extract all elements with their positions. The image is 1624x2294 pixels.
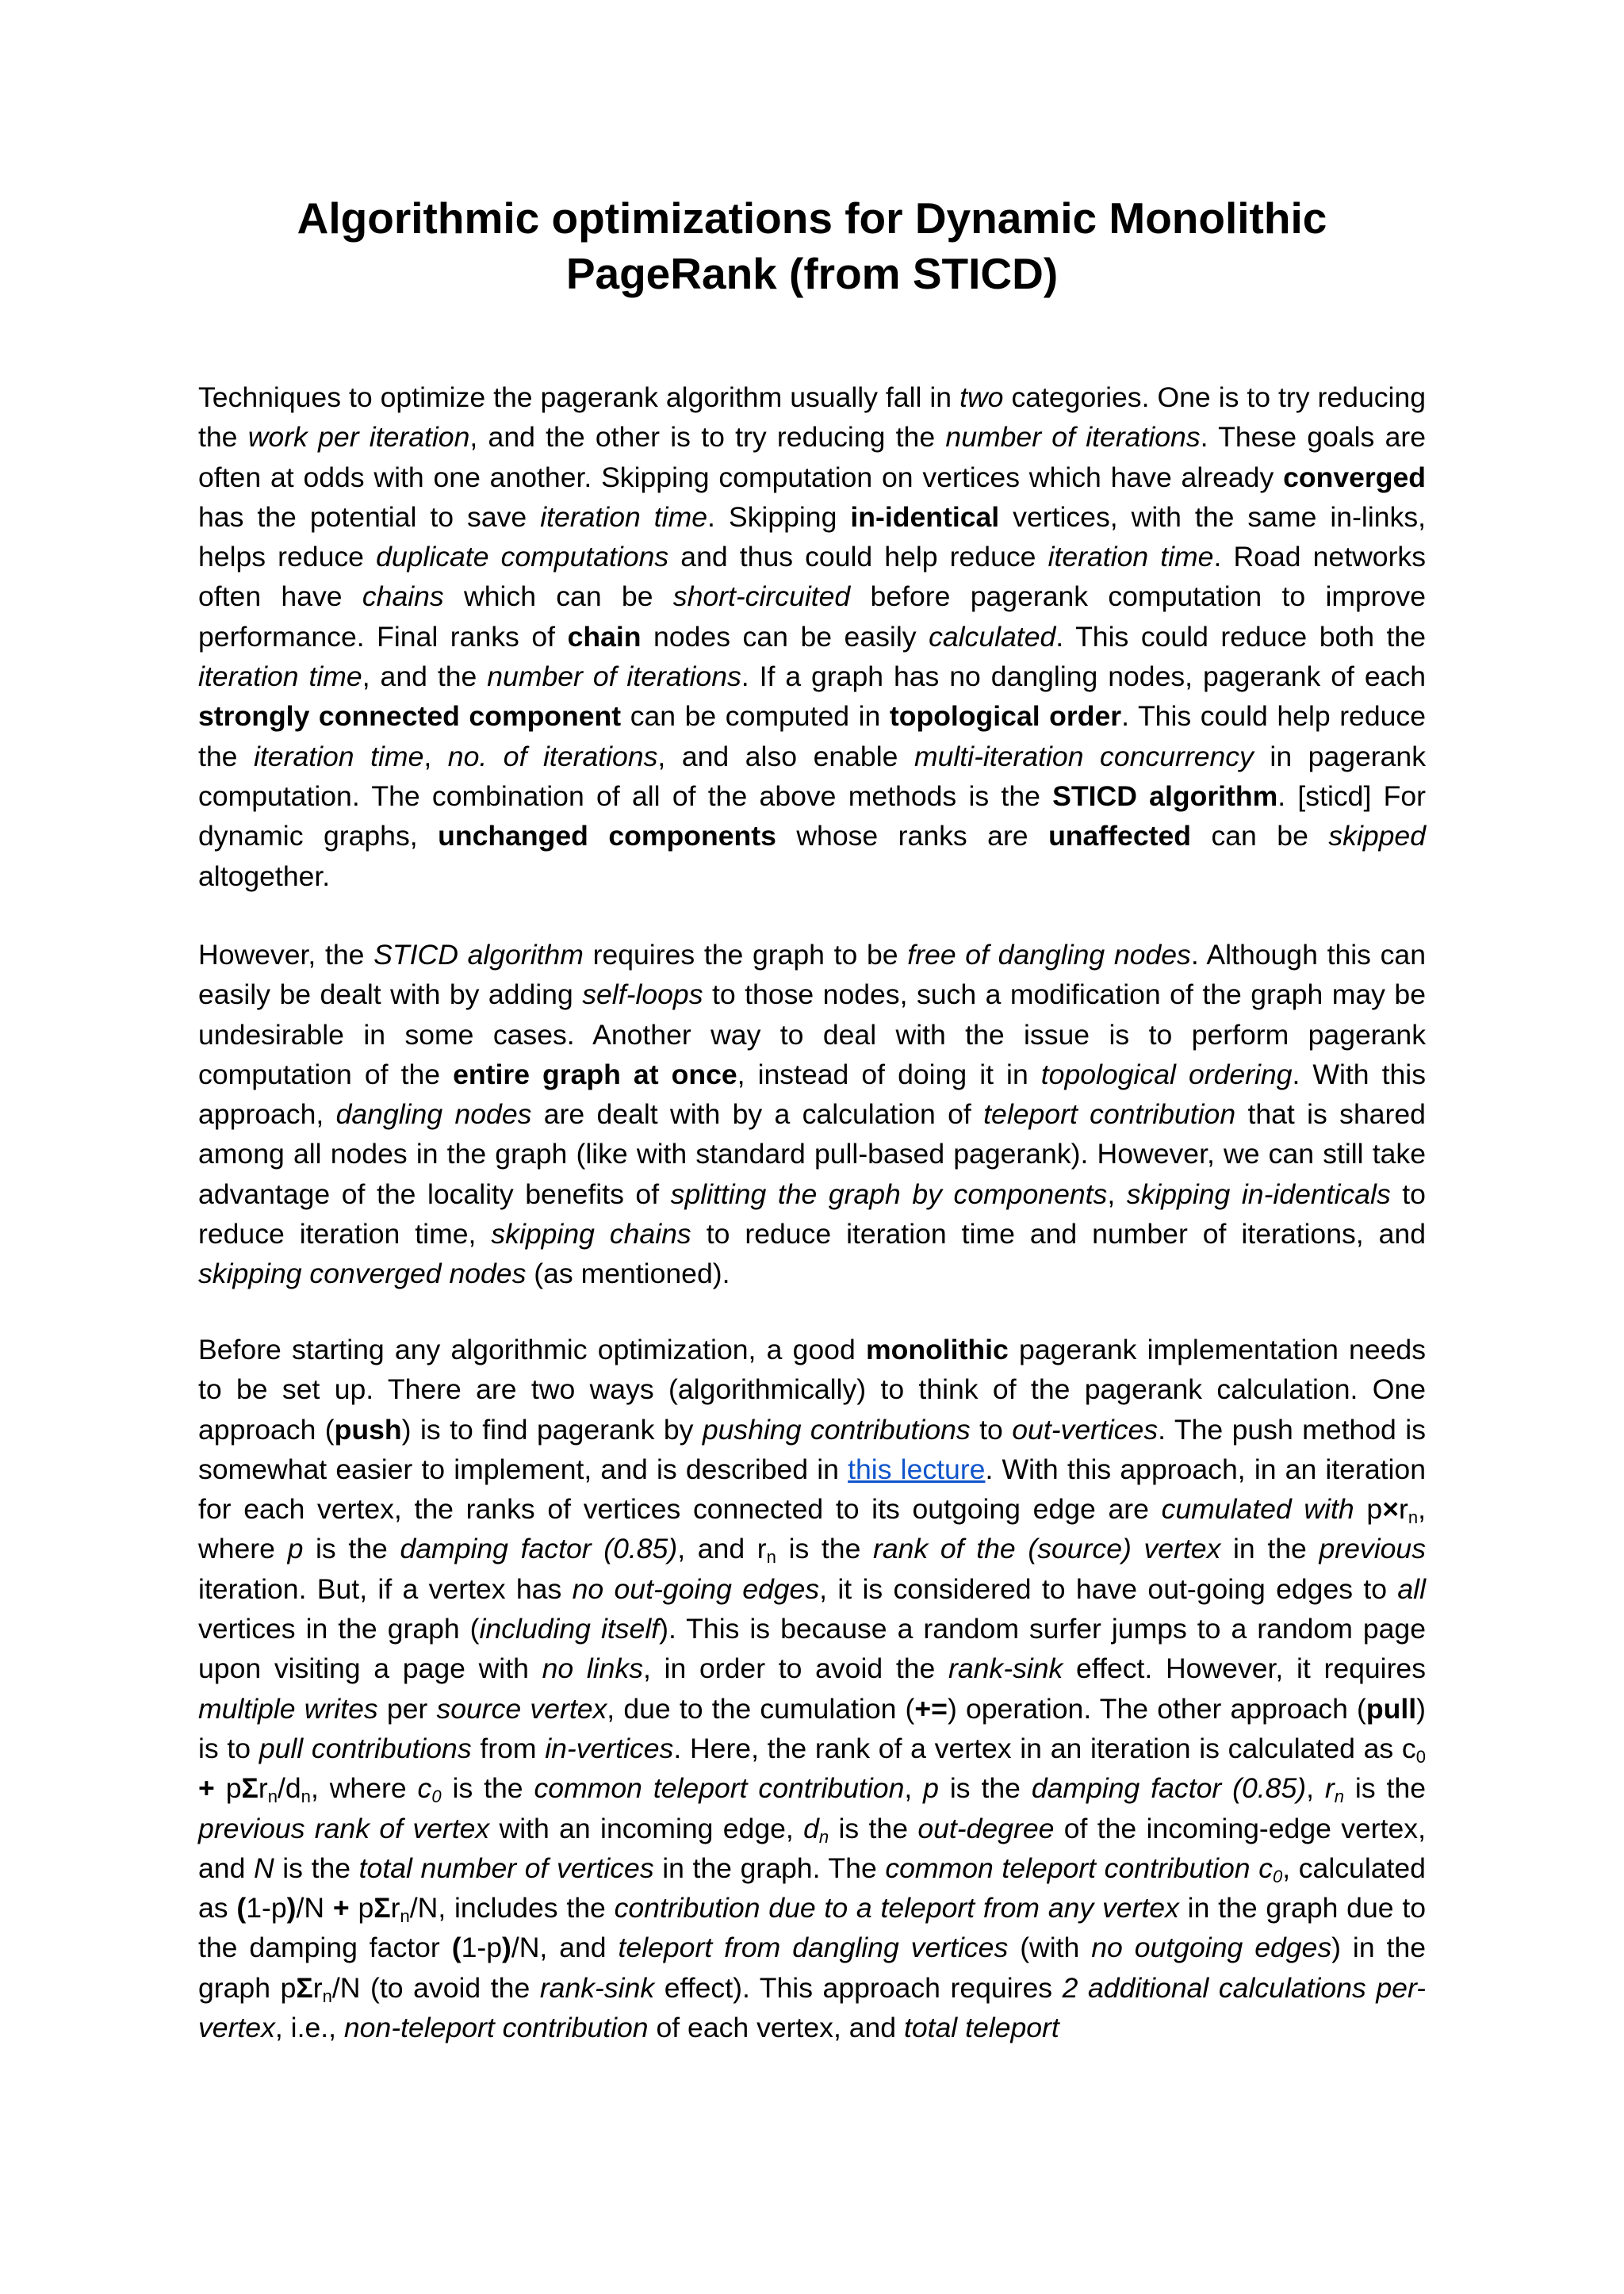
text-run: cumulated with bbox=[1161, 1493, 1354, 1526]
text-run: free of dangling nodes bbox=[907, 939, 1191, 971]
text-run: , and the bbox=[362, 661, 488, 693]
text-run: ) in the graph p bbox=[198, 1932, 1434, 2004]
text-run: to bbox=[970, 1413, 1013, 1446]
text-run: effect). This approach requires bbox=[654, 1971, 1063, 2004]
text-run: ) operation. The other approach ( bbox=[947, 1692, 1366, 1725]
text-run: rank-sink bbox=[948, 1653, 1063, 1685]
text-run: , bbox=[904, 1772, 924, 1805]
text-run: n bbox=[818, 1826, 829, 1847]
text-run: , and the other is to try reducing the bbox=[469, 421, 946, 454]
text-run bbox=[1426, 1733, 1434, 1764]
text-run: r bbox=[312, 1971, 323, 2004]
text-run: which can be bbox=[443, 580, 673, 613]
text-run: damping factor (0.85) bbox=[400, 1533, 678, 1565]
text-run: no links bbox=[542, 1653, 644, 1685]
title-line-2: PageRank (from STICD) bbox=[565, 249, 1059, 298]
text-run: and thus could help reduce bbox=[668, 541, 1048, 573]
text-run: of each vertex, and bbox=[648, 2012, 904, 2044]
text-run: × bbox=[1382, 1493, 1399, 1526]
text-run: + bbox=[332, 1892, 350, 1924]
text-run: short-circuited bbox=[672, 580, 851, 613]
text-run: , and also enable bbox=[657, 740, 914, 772]
text-run: splitting the graph by components bbox=[670, 1178, 1108, 1210]
text-run: rank of the (source) vertex bbox=[873, 1533, 1221, 1565]
text-run: , bbox=[1306, 1772, 1325, 1805]
text-run: common teleport contribution c bbox=[885, 1852, 1273, 1884]
text-run: chain bbox=[567, 620, 642, 653]
text-run: n bbox=[1334, 1787, 1345, 1807]
text-run: with an incoming edge, bbox=[489, 1812, 804, 1844]
text-run: multiple writes bbox=[198, 1692, 378, 1725]
text-run: c bbox=[417, 1772, 432, 1805]
text-run: to reduce iteration time, bbox=[198, 1178, 1434, 1250]
text-run: is the bbox=[274, 1852, 359, 1884]
text-run: += bbox=[914, 1692, 948, 1725]
text-run: contribution due to a teleport from any vertex bbox=[614, 1892, 1179, 1924]
text-run: n bbox=[766, 1547, 776, 1568]
text-run: categories. One is to try reducing the bbox=[198, 381, 1434, 454]
text-run: no. of iterations bbox=[447, 740, 658, 772]
text-run: to reduce iteration time and number of iterations, and bbox=[691, 1218, 1434, 1250]
text-run: ( bbox=[451, 1932, 462, 1964]
lecture-link[interactable]: this lecture bbox=[848, 1453, 986, 1485]
text-run: . Here, the rank of a vertex in an iteration is calculated as c bbox=[673, 1732, 1416, 1764]
text-run: in-identical bbox=[850, 500, 1000, 533]
text-run: two bbox=[959, 381, 1004, 413]
page-title bbox=[198, 190, 1426, 301]
text-run: iteration. But, if a vertex has bbox=[198, 1533, 1434, 1605]
text-run: non-teleport contribution bbox=[343, 2012, 649, 2044]
text-run: that is shared among all nodes in the graph (like with standard pull-based pagerank). However, we can still take advantage of the locality benefits of bbox=[198, 1098, 1434, 1210]
text-run: /N bbox=[296, 1892, 333, 1924]
text-run: (with bbox=[1008, 1932, 1092, 1964]
text-run: out-vertices bbox=[1012, 1413, 1159, 1446]
text-run: , i.e., bbox=[274, 2012, 344, 2044]
text-run: , where bbox=[310, 1772, 418, 1805]
text-run: /d bbox=[277, 1772, 301, 1805]
text-run: calculated bbox=[929, 620, 1056, 653]
text-run: in the graph. The bbox=[653, 1852, 886, 1884]
text-run: . This could help reduce the bbox=[198, 700, 1434, 772]
text-run: 0 bbox=[1272, 1867, 1283, 1887]
text-run: n bbox=[267, 1787, 278, 1807]
text-run: , it is considered to have out-going edges to bbox=[819, 1572, 1398, 1605]
text-run: iteration time bbox=[1048, 541, 1214, 573]
text-run: nodes can be easily bbox=[641, 620, 929, 653]
text-run: before pagerank computation to improve performance. Final ranks of bbox=[198, 580, 1434, 653]
text-run: total teleport bbox=[903, 2012, 1059, 2044]
text-run: , and r bbox=[677, 1533, 767, 1565]
text-run: unaffected bbox=[1048, 820, 1191, 852]
text-run: r bbox=[1324, 1772, 1335, 1805]
text-run: to those nodes, such a modification of the graph may be undesirable in some cases. Another way to deal with the issue is to perform pagerank computation of the bbox=[198, 978, 1434, 1090]
text-run: . [sticd] For dynamic graphs, bbox=[198, 779, 1434, 852]
text-run: effect. However, it requires bbox=[1063, 1653, 1434, 1685]
text-run: . Although this can easily be dealt with by adding bbox=[198, 939, 1434, 1011]
text-run: is the bbox=[441, 1772, 534, 1805]
text-run: iteration time bbox=[254, 740, 424, 772]
text-run: in pagerank computation. The combination of all of the above methods is the bbox=[198, 740, 1434, 812]
text-run: /N (to avoid the bbox=[331, 1971, 540, 2004]
text-run: skipping converged nodes bbox=[198, 1258, 527, 1290]
text-run: However, the bbox=[198, 939, 374, 971]
text-run: 0 bbox=[1415, 1747, 1426, 1767]
text-run: is the bbox=[829, 1812, 918, 1844]
text-run: 0 bbox=[431, 1787, 442, 1807]
text-run: source vertex bbox=[436, 1692, 607, 1725]
text-run: self-loops bbox=[582, 978, 703, 1011]
text-run: n bbox=[322, 1986, 332, 2006]
text-run: altogether. bbox=[198, 820, 1434, 892]
text-run: no out-going edges bbox=[572, 1572, 820, 1605]
text-run: from bbox=[471, 1732, 546, 1764]
text-run: no outgoing edges bbox=[1091, 1932, 1332, 1964]
text-run: ) bbox=[501, 1932, 511, 1964]
text-run: Σ bbox=[241, 1772, 259, 1805]
text-run: /N, and bbox=[511, 1932, 619, 1964]
text-run: , calculated as bbox=[198, 1852, 1434, 1924]
text-run: 1-p bbox=[461, 1932, 502, 1964]
text-run: STICD algorithm bbox=[1052, 779, 1278, 812]
text-run: iteration time bbox=[540, 500, 707, 533]
text-run: is the bbox=[776, 1533, 874, 1565]
text-run: pushing contributions bbox=[702, 1413, 971, 1446]
text-run: (as mentioned). bbox=[526, 1258, 730, 1290]
text-run: . These goals are often at odds with one another. Skipping computation on vertices which have already bbox=[198, 421, 1434, 493]
text-run: are dealt with by a calculation of bbox=[531, 1098, 984, 1131]
text-run: vertices, with the same in-links, helps reduce bbox=[198, 500, 1434, 573]
text-run: all bbox=[1397, 1572, 1426, 1605]
title-line-1: Algorithmic optimizations for Dynamic Monolithic bbox=[297, 193, 1327, 243]
text-run: . The push method is somewhat easier to implement, and is described in bbox=[198, 1413, 1434, 1485]
text-run: is the bbox=[1344, 1772, 1434, 1805]
text-run: p bbox=[923, 1772, 939, 1805]
text-run: previous bbox=[1319, 1533, 1426, 1565]
text-run: work per iteration bbox=[247, 421, 470, 454]
text-run: STICD algorithm bbox=[373, 939, 584, 971]
text-run: including itself bbox=[479, 1613, 660, 1645]
text-run: . With this approach, in an iteration for each vertex, the ranks of vertices connected to its outgoing edge are bbox=[198, 1453, 1434, 1526]
text-run: p bbox=[1354, 1493, 1383, 1526]
text-run: in-vertices bbox=[545, 1732, 674, 1764]
text-run: entire graph at once bbox=[453, 1058, 737, 1090]
text-run: topological ordering bbox=[1040, 1058, 1293, 1090]
text-run: skipping in-identicals bbox=[1126, 1178, 1391, 1210]
text-run: . With this approach, bbox=[198, 1058, 1434, 1131]
text-run: vertices in the graph ( bbox=[198, 1572, 1434, 1645]
text-run: has the potential to save bbox=[198, 461, 1434, 533]
text-run: , instead of doing it in bbox=[737, 1058, 1041, 1090]
text-run: Techniques to optimize the pagerank algorithm usually fall in bbox=[198, 381, 960, 413]
text-run: /N, includes the bbox=[409, 1892, 615, 1924]
text-run: of the incoming-edge vertex, and bbox=[198, 1812, 1434, 1884]
text-run: , bbox=[423, 740, 448, 772]
text-run: 2 additional calculations per-vertex bbox=[198, 1971, 1426, 2044]
text-run: Σ bbox=[296, 1971, 313, 2004]
text-run: . This could reduce both the bbox=[1055, 620, 1434, 653]
text-run: d bbox=[803, 1812, 819, 1844]
paragraph-3 bbox=[198, 1330, 1434, 2047]
text-run: ). This is because a random surfer jumps to a random page upon visiting a page with bbox=[198, 1613, 1434, 1685]
text-run: is the bbox=[303, 1533, 400, 1565]
text-run: topological order bbox=[889, 700, 1122, 733]
text-run: , due to the cumulation ( bbox=[607, 1692, 915, 1725]
text-run: requires the graph to be bbox=[583, 939, 908, 971]
text-run: number of iterations bbox=[487, 661, 741, 693]
text-run: previous rank of vertex bbox=[198, 1812, 490, 1844]
text-run: N bbox=[253, 1852, 274, 1884]
text-run: r bbox=[390, 1892, 400, 1924]
text-run: n bbox=[1408, 1507, 1419, 1528]
paragraph-2 bbox=[198, 935, 1434, 1294]
text-run: can be bbox=[1190, 820, 1329, 852]
text-run: dangling nodes bbox=[335, 1098, 532, 1131]
text-run: per bbox=[377, 1692, 437, 1725]
text-run: + bbox=[198, 1772, 215, 1805]
text-run: Σ bbox=[373, 1892, 391, 1924]
text-run: . If a graph has no dangling nodes, pagerank of each bbox=[741, 661, 1434, 693]
text-run: monolithic bbox=[865, 1334, 1009, 1365]
text-run: duplicate computations bbox=[376, 541, 669, 573]
text-run: converged bbox=[1283, 461, 1426, 493]
text-run: out-degree bbox=[917, 1812, 1055, 1844]
text-run: unchanged components bbox=[438, 820, 776, 852]
text-run: multi-iteration concurrency bbox=[914, 740, 1254, 772]
text-run: p bbox=[349, 1892, 374, 1924]
text-run: p bbox=[287, 1533, 304, 1565]
text-run: whose ranks are bbox=[776, 820, 1049, 852]
text-run: , bbox=[1107, 1178, 1127, 1210]
text-run: damping factor (0.85) bbox=[1031, 1772, 1307, 1805]
text-run: p bbox=[214, 1772, 242, 1805]
text-run: common teleport contribution bbox=[534, 1772, 905, 1805]
text-run: ( bbox=[236, 1892, 247, 1924]
text-run: teleport from dangling vertices bbox=[618, 1932, 1009, 1964]
text-run: iteration time bbox=[198, 661, 362, 693]
text-run: ) bbox=[286, 1892, 297, 1924]
text-run: pull bbox=[1365, 1692, 1417, 1725]
text-run: . Road networks often have bbox=[198, 541, 1434, 613]
text-run: skipped bbox=[1328, 820, 1426, 852]
text-run: 1-p bbox=[246, 1892, 287, 1924]
text-run: can be computed in bbox=[621, 700, 890, 733]
text-run: strongly connected component bbox=[198, 700, 622, 733]
text-run: total number of vertices bbox=[358, 1852, 654, 1884]
text-run: Before starting any algorithmic optimization, a good bbox=[198, 1334, 866, 1365]
text-run: in the bbox=[1220, 1533, 1320, 1565]
text-run: pagerank implementation needs to be set up. There are two ways (algorithmically) to think of the pagerank calculation. One approach ( bbox=[198, 1334, 1434, 1446]
text-run: number of iterations bbox=[945, 421, 1201, 454]
paragraph-1 bbox=[198, 377, 1434, 896]
text-run: chains bbox=[362, 580, 444, 613]
text-run: , where bbox=[198, 1493, 1434, 1565]
text-run: n bbox=[400, 1906, 410, 1927]
text-run: teleport contribution bbox=[983, 1098, 1236, 1131]
text-run: r bbox=[258, 1772, 268, 1805]
text-run: is the bbox=[938, 1772, 1032, 1805]
text-run: , in order to avoid the bbox=[643, 1653, 949, 1685]
text-run: ) is to find pagerank by bbox=[401, 1413, 703, 1446]
text-run: in the graph due to the damping factor bbox=[198, 1892, 1434, 1964]
text-run: push bbox=[334, 1413, 402, 1446]
text-run: rank-sink bbox=[539, 1971, 655, 2004]
text-run: skipping chains bbox=[491, 1218, 691, 1250]
text-run: . Skipping bbox=[707, 500, 851, 533]
text-run: n bbox=[301, 1787, 311, 1807]
text-run: r bbox=[1398, 1493, 1408, 1526]
text-run: pull contributions bbox=[259, 1732, 472, 1764]
text-run: ) is to bbox=[198, 1692, 1434, 1764]
